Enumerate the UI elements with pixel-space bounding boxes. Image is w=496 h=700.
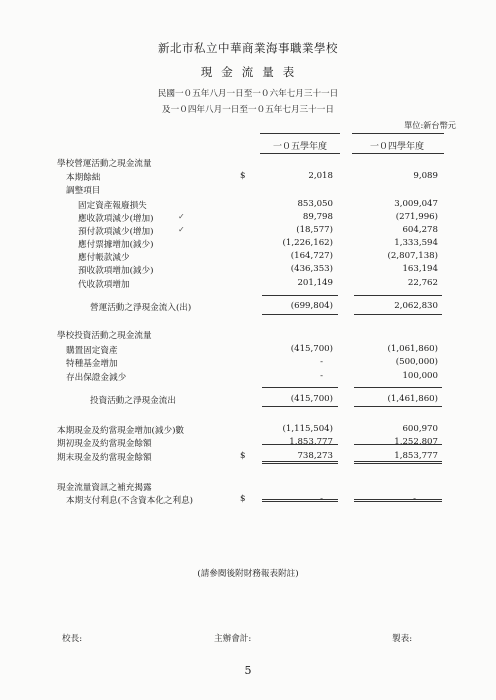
row-label: 購置固定資產 — [66, 346, 118, 356]
value-current-year: (415,700) — [290, 394, 333, 404]
header-rule-prior — [352, 133, 444, 134]
period-line-2: 及一０四年八月一日至一０五年七月三十一日 — [162, 105, 334, 115]
rule-operating-bottom-current — [262, 314, 338, 315]
table-row — [0, 264, 496, 278]
row-label: 本期餘絀 — [66, 173, 101, 183]
value-prior-year: (1,461,860) — [387, 394, 438, 404]
value-current-year: - — [320, 494, 323, 504]
value-current-year: (1,115,504) — [282, 424, 333, 434]
tick-mark: ✓ — [178, 225, 185, 234]
row-label: 預付款項減少(增加) — [78, 227, 154, 237]
row-label: 應付帳款減少 — [78, 253, 130, 263]
row-label: 應收款項減少(增加) — [78, 214, 154, 224]
value-current-year: 1,853,777 — [289, 437, 333, 447]
notes-reference: (請參閱後附財務報表附註) — [197, 569, 299, 579]
value-prior-year: (500,000) — [395, 357, 438, 367]
table-row — [0, 171, 496, 185]
table-row — [0, 371, 496, 385]
row-label: 期初現金及約當現金餘額 — [57, 439, 152, 449]
school-name: 新北市私立中華商業海事職業學校 — [158, 41, 338, 55]
rule-investing-bottom-current — [262, 406, 338, 407]
rule-investing-bottom-prior — [354, 406, 442, 407]
header-rule-current — [260, 133, 340, 134]
table-row — [0, 199, 496, 213]
currency-unit: 單位:新台幣元 — [404, 120, 456, 130]
value-prior-year: - — [413, 494, 416, 504]
rule-interest-bottom-current — [262, 499, 338, 502]
value-current-year: 853,050 — [297, 199, 333, 209]
row-label: 投資活動之淨現金流出 — [90, 396, 176, 406]
signature-principal: 校長: — [62, 634, 83, 644]
table-row — [0, 212, 496, 226]
signature-accountant: 主辦會計: — [214, 634, 252, 644]
value-current-year: 201,149 — [297, 278, 333, 288]
rule-operating-top-current — [262, 295, 338, 296]
row-label: 本期現金及約當現金增加(減少)數 — [57, 426, 185, 436]
value-prior-year: 2,062,830 — [394, 301, 438, 311]
table-row — [0, 278, 496, 292]
period-line-1: 民國一０五年八月一日至一０六年七月三十一日 — [157, 89, 339, 99]
table-row — [0, 344, 496, 358]
table-row — [0, 424, 496, 438]
header-underline-prior — [352, 153, 444, 154]
value-prior-year: (271,996) — [395, 212, 438, 222]
column-header-prior: 一０四學年度 — [369, 142, 424, 152]
column-header-current: 一０五學年度 — [272, 142, 327, 152]
rule-ending-bottom-current — [262, 461, 338, 464]
currency-symbol: $ — [240, 451, 246, 461]
table-row — [0, 251, 496, 265]
table-row — [0, 184, 496, 198]
value-current-year: (1,226,162) — [282, 238, 333, 248]
table-row — [0, 238, 496, 252]
table-row — [0, 301, 496, 315]
value-current-year: (436,353) — [290, 264, 333, 274]
row-label: 代收款項增加 — [78, 280, 130, 290]
rule-ending-top-prior — [354, 444, 442, 445]
table-row — [0, 357, 496, 371]
row-label: 學校投資活動之現金流量 — [57, 331, 152, 341]
rule-interest-bottom-prior — [354, 499, 442, 502]
rule-investing-top-current — [262, 387, 338, 388]
value-prior-year: 9,089 — [413, 171, 438, 181]
header-underline-current — [260, 153, 340, 154]
value-current-year: (164,727) — [290, 251, 333, 261]
rule-operating-bottom-prior — [354, 314, 442, 315]
row-label: 預收款項增加(減少) — [78, 266, 154, 276]
value-prior-year: 604,278 — [402, 225, 438, 235]
value-prior-year: 22,762 — [407, 278, 438, 288]
row-label: 特種基金增加 — [66, 359, 118, 369]
row-label: 營運活動之淨現金流入(出) — [90, 303, 192, 313]
rule-ending-top-current — [262, 444, 338, 445]
row-label: 存出保證金減少 — [66, 373, 127, 383]
value-prior-year: (2,807,138) — [387, 251, 438, 261]
rule-investing-top-prior — [354, 387, 442, 388]
row-label: 學校營運活動之現金流量 — [57, 159, 152, 169]
value-prior-year: 1,853,777 — [394, 451, 438, 461]
currency-symbol: $ — [240, 171, 246, 181]
value-current-year: (18,577) — [296, 225, 333, 235]
value-current-year: (699,804) — [290, 301, 333, 311]
signature-preparer: 製表: — [392, 634, 413, 644]
row-label: 調整項目 — [66, 186, 101, 196]
report-title: 現金流量表 — [200, 65, 304, 79]
value-prior-year: (1,061,860) — [387, 344, 438, 354]
value-current-year: 2,018 — [308, 171, 333, 181]
value-current-year: - — [320, 357, 323, 367]
row-label: 本期支付利息(不含資本化之利息) — [66, 496, 194, 506]
value-prior-year: 600,970 — [402, 424, 438, 434]
table-row — [0, 329, 496, 343]
row-label: 現金流量資訊之補充揭露 — [57, 483, 152, 493]
value-current-year: 89,798 — [302, 212, 333, 222]
row-label: 期末現金及約當現金餘額 — [57, 453, 152, 463]
row-label: 固定資產報廢損失 — [78, 201, 147, 211]
table-row — [0, 225, 496, 239]
rule-ending-bottom-prior — [354, 461, 442, 464]
value-current-year: (415,700) — [290, 344, 333, 354]
row-label: 應付票據增加(減少) — [78, 240, 154, 250]
currency-symbol: $ — [240, 494, 246, 504]
value-prior-year: 1,252,807 — [394, 437, 438, 447]
value-prior-year: 100,000 — [402, 371, 438, 381]
table-row — [0, 481, 496, 495]
value-current-year: 738,273 — [297, 451, 333, 461]
value-prior-year: 3,009,047 — [394, 199, 438, 209]
page-number: 5 — [244, 664, 252, 677]
rule-operating-top-prior — [354, 295, 442, 296]
tick-mark: ✓ — [178, 212, 185, 221]
value-current-year: - — [320, 371, 323, 381]
table-row — [0, 157, 496, 171]
value-prior-year: 1,333,594 — [394, 238, 438, 248]
value-prior-year: 163,194 — [402, 264, 438, 274]
